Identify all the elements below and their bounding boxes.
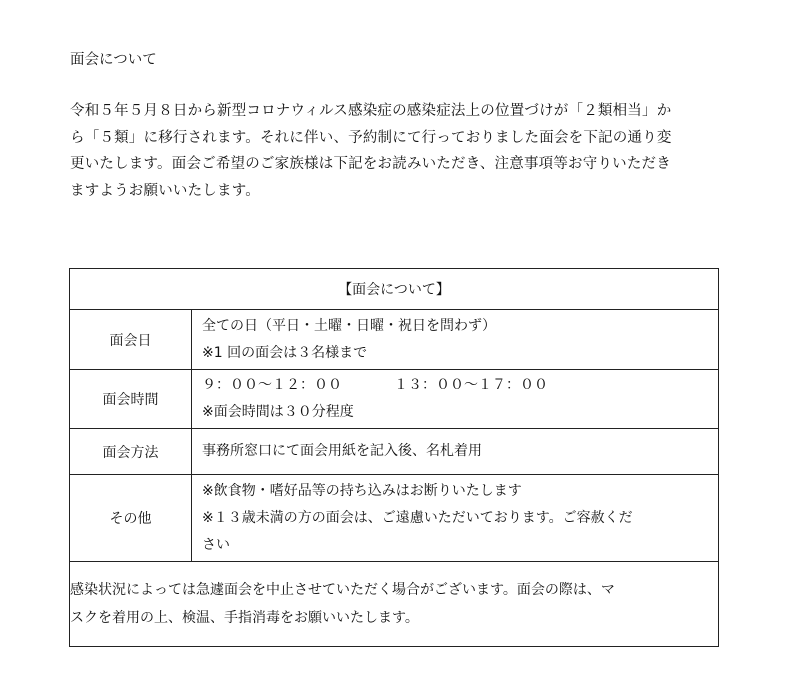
row-content-other (192, 475, 719, 562)
row-content-visiting-hours (192, 370, 719, 429)
table-note-row (70, 562, 719, 647)
table-row-visiting-method (70, 429, 719, 475)
content-line: ※飲食物・嗜好品等の持ち込みはお断りいたします (202, 482, 522, 499)
table-title-row (70, 269, 719, 310)
content-line: さい (202, 536, 230, 553)
row-label-visiting-method: 面会方法 (70, 429, 192, 475)
content-line: ※１３歳未満の方の面会は、ご遠慮いただいております。ご容赦くだ (202, 509, 633, 526)
intro-line: ら「５類」に移行されます。それに伴い、予約制にて行っておりました面会を下記の通り変 (70, 129, 672, 146)
content-line: ※1 回の面会は３名様まで (202, 344, 368, 361)
row-content-visiting-days (192, 310, 719, 370)
hours-afternoon: １３：００～１７：００ (394, 377, 548, 393)
row-label-other: その他 (70, 475, 192, 562)
page-heading: 面会について (70, 52, 157, 68)
hours-line (202, 372, 710, 399)
table-row-other (70, 475, 719, 562)
table-note (70, 562, 719, 647)
intro-line: ますようお願いいたします。 (70, 182, 260, 199)
table-row-visiting-hours (70, 370, 719, 429)
content-line: 事務所窓口にて面会用紙を記入後、名札着用 (202, 443, 482, 459)
visiting-info-table (69, 268, 719, 647)
intro-line: 更いたします。面会ご希望のご家族様は下記をお読みいただき、注意事項等お守りいただき (70, 156, 671, 172)
intro-line: 令和５年５月８日から新型コロナウィルス感染症の感染症法上の位置づけが「２類相当」か (70, 103, 672, 119)
note-line: スクを着用の上、検温、手指消毒をお願いいたします。 (70, 610, 419, 626)
table-row-visiting-days (70, 310, 719, 370)
row-label-visiting-days: 面会日 (70, 310, 192, 370)
content-line: ※面会時間は３０分程度 (202, 404, 354, 420)
content-line: 全ての日（平日・土曜・日曜・祝日を問わず） (202, 317, 496, 334)
table-title: 【面会について】 (70, 269, 719, 310)
row-label-visiting-hours: 面会時間 (70, 370, 192, 429)
hours-morning: ９：００～１２：００ (202, 377, 342, 393)
note-line: 感染状況によっては急遽面会を中止させていただく場合がございます。面会の際は、マ (70, 582, 615, 598)
intro-paragraph (70, 98, 730, 204)
row-content-visiting-method (192, 429, 719, 475)
